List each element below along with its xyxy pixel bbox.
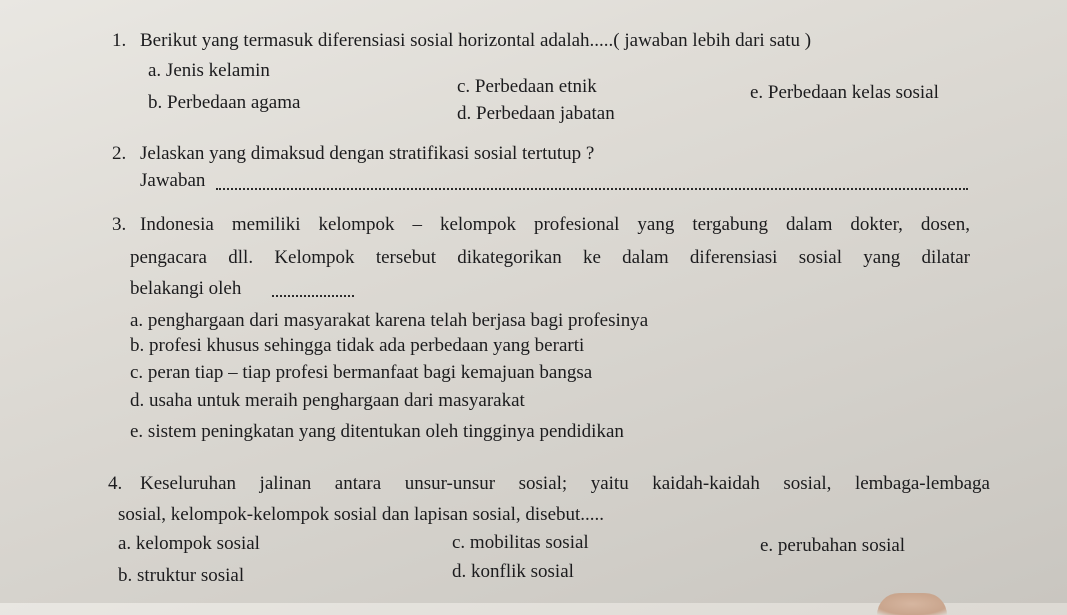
q3-blank (272, 295, 354, 297)
q3-option-c: c. peran tiap – tiap profesi bermanfaat bagi kemajuan bangsa (130, 362, 593, 383)
show-through-text (740, 6, 745, 27)
q2-answer-label: Jawaban (140, 170, 206, 191)
q3-option-d: d. usaha untuk meraih penghargaan dari masyarakat (130, 390, 525, 411)
q1-option-e: e. Perbedaan kelas sosial (750, 82, 939, 103)
q3-line-1: Indonesia memiliki kelompok – kelompok profesional yang tergabung dalam dokter, dosen, (140, 214, 970, 235)
q4-option-b: b. struktur sosial (118, 565, 245, 586)
q3-option-e: e. sistem peningkatan yang ditentukan oleh tingginya pendidikan (130, 421, 624, 442)
q1-text: Berikut yang termasuk diferensiasi sosial horizontal adalah.....( jawaban lebih dari satu ) (140, 30, 812, 51)
q1-option-a: a. Jenis kelamin (148, 60, 270, 81)
q4-line-2: sosial, kelompok-kelompok sosial dan lapisan sosial, disebut..... (118, 504, 605, 525)
q1-option-d: d. Perbedaan jabatan (457, 103, 615, 124)
q1-number: 1. (112, 30, 127, 51)
q1-option-c: c. Perbedaan etnik (457, 76, 597, 97)
q2-text: Jelaskan yang dimaksud dengan stratifikasi sosial tertutup ? (140, 143, 595, 164)
q3-number: 3. (112, 214, 127, 235)
q4-option-a: a. kelompok sosial (118, 533, 260, 554)
q2-number: 2. (112, 143, 127, 164)
finger-shadow (877, 593, 947, 615)
q1-option-b: b. Perbedaan agama (148, 92, 301, 113)
q4-number: 4. (108, 473, 123, 494)
q4-line-1: Keseluruhan jalinan antara unsur-unsur sosial; yaitu kaidah-kaidah sosial, lembaga-lembaga (140, 473, 990, 494)
q3-option-b: b. profesi khusus sehingga tidak ada perbedaan yang berarti (130, 335, 585, 356)
q3-line-2: pengacara dll. Kelompok tersebut dikategorikan ke dalam diferensiasi sosial yang dilatar (130, 247, 970, 268)
q4-option-d: d. konflik sosial (452, 561, 574, 582)
q3-option-a: a. penghargaan dari masyarakat karena telah berjasa bagi profesinya (130, 310, 649, 331)
q4-option-c: c. mobilitas sosial (452, 532, 589, 553)
q2-answer-line (216, 188, 968, 190)
q4-option-e: e. perubahan sosial (760, 535, 906, 556)
q3-line-3: belakangi oleh (130, 278, 242, 299)
